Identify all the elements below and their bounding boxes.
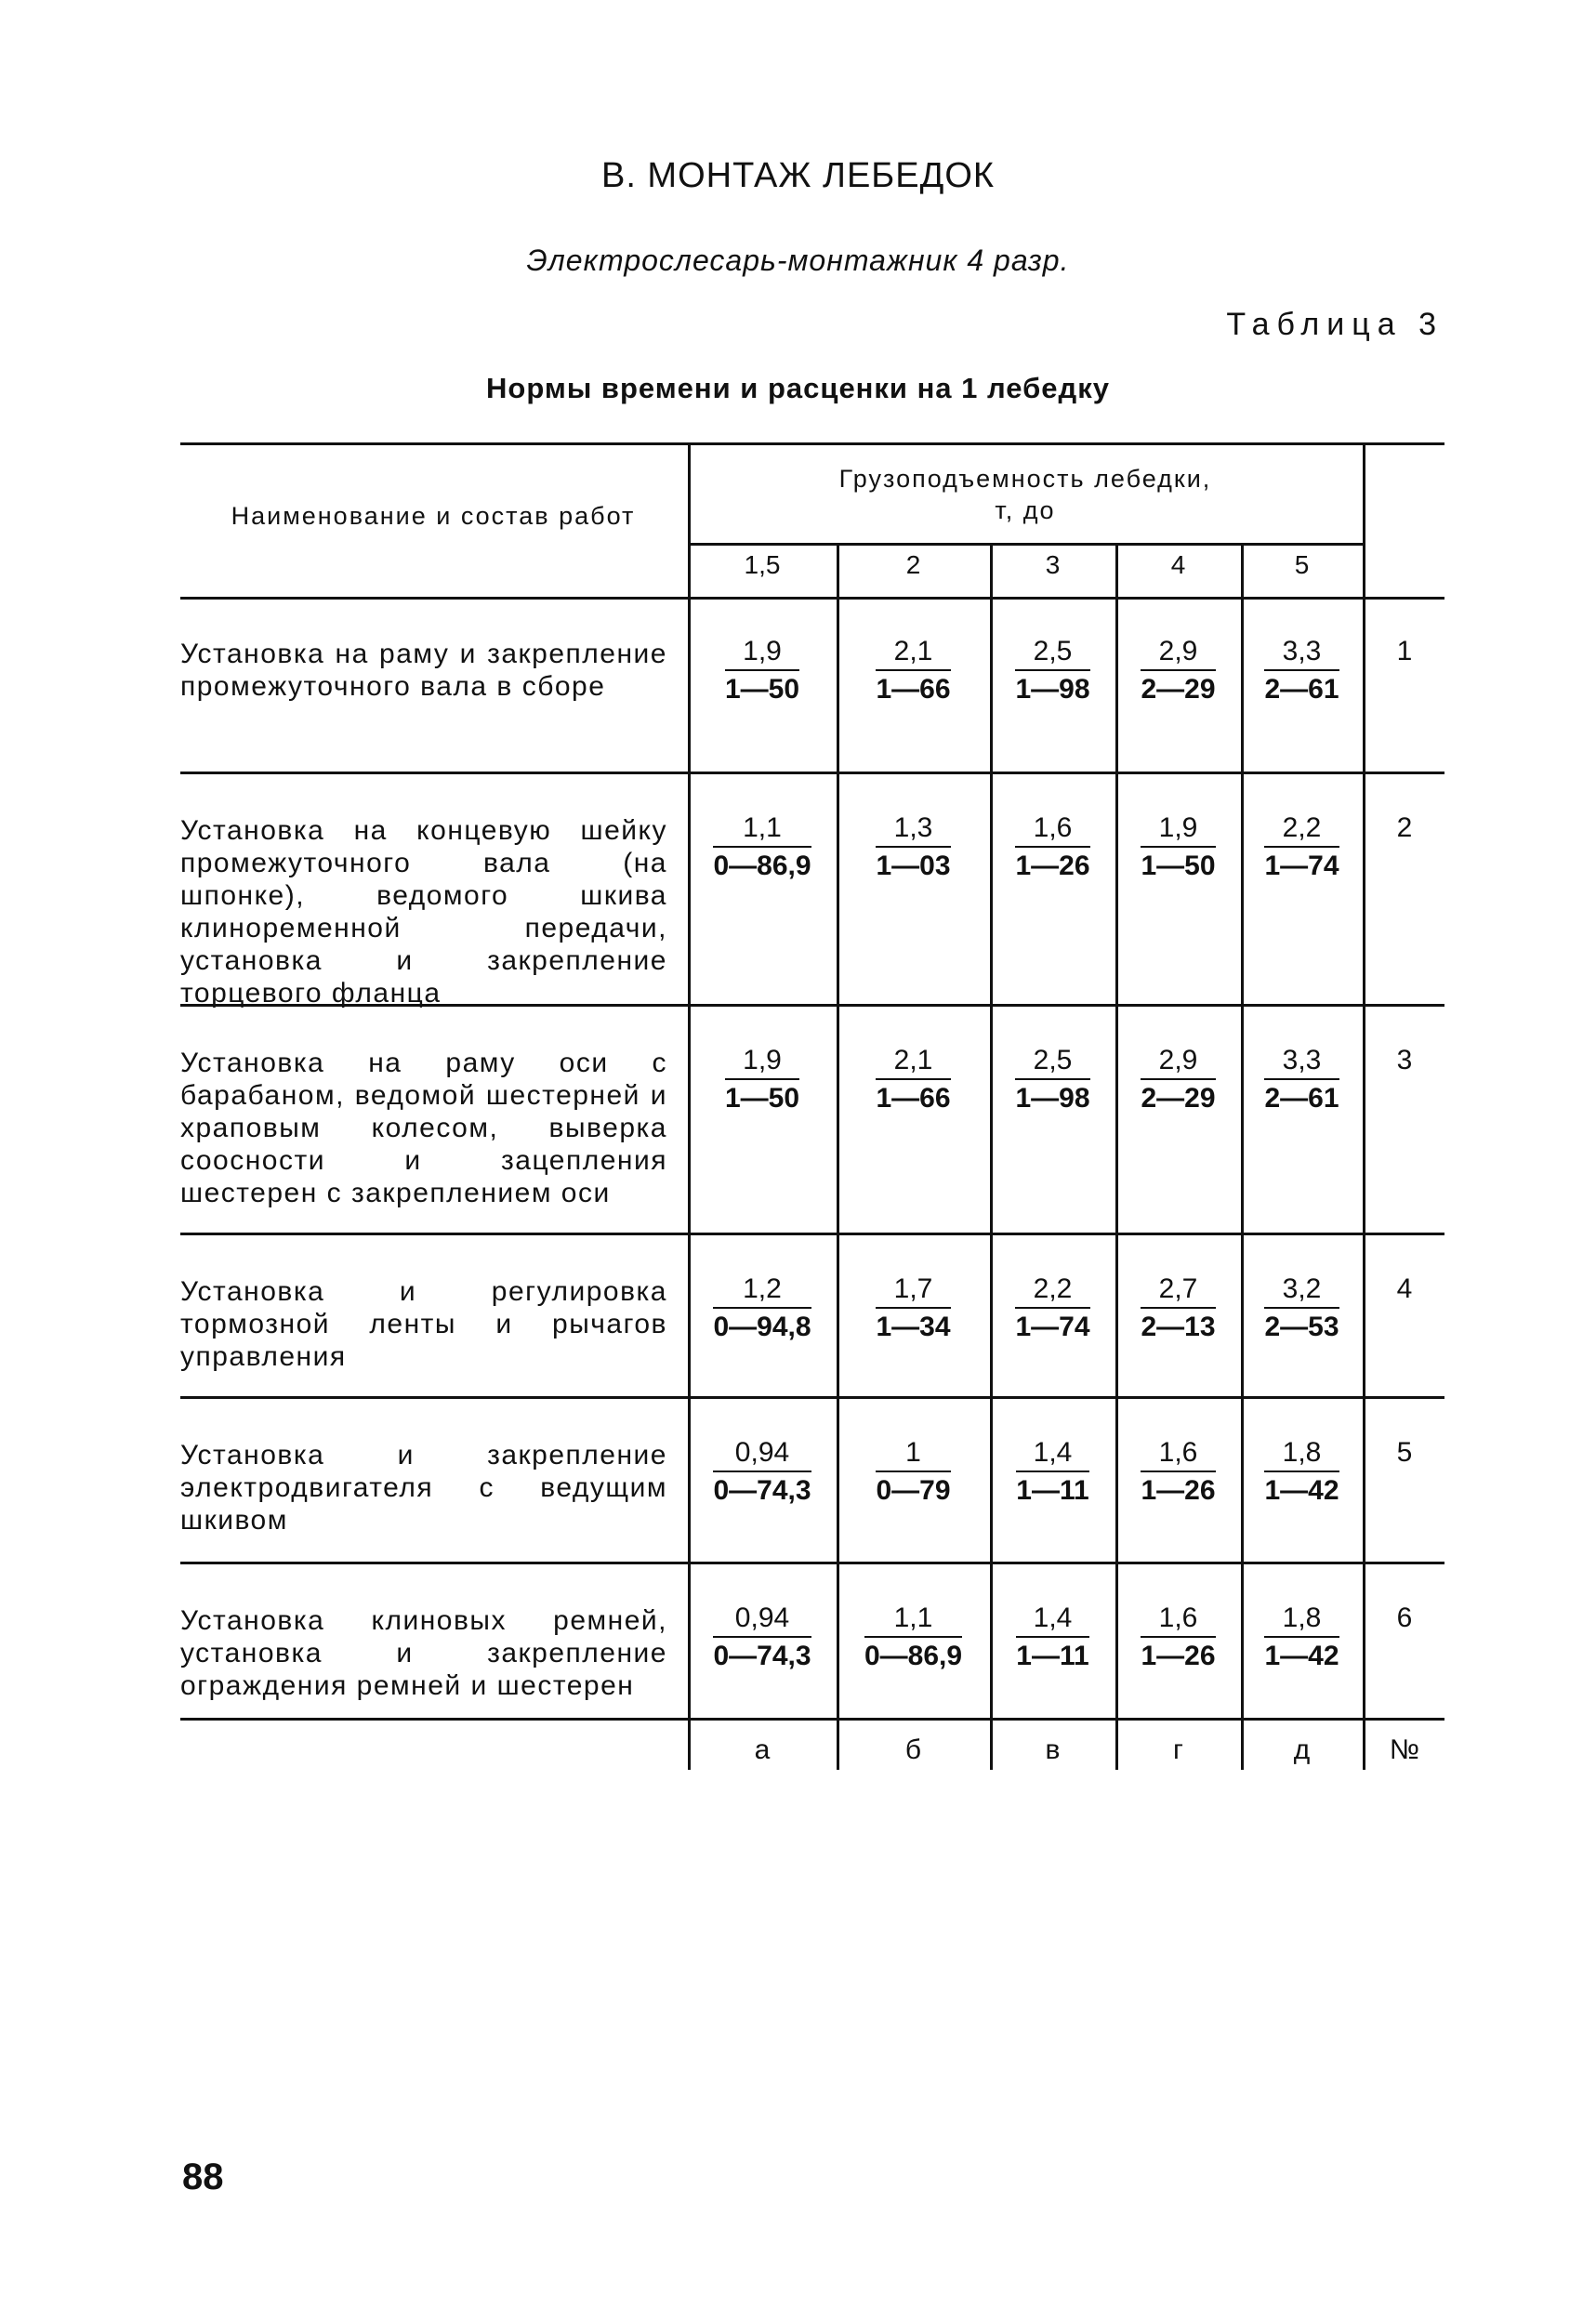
norm-rate-cell — [837, 1602, 990, 1672]
time-norm: 2,2 — [1264, 812, 1339, 848]
time-norm: 1,6 — [1141, 1602, 1215, 1638]
norm-rate-fraction — [1264, 1602, 1339, 1672]
norm-rate-fraction — [725, 1045, 799, 1114]
norm-rate-cell — [1115, 1045, 1241, 1114]
norm-rate-fraction — [876, 1045, 950, 1114]
rate-value: 0—79 — [876, 1475, 951, 1506]
table-caption: Нормы времени и расценки на 1 лебедку — [486, 372, 1110, 404]
time-norm: 3,3 — [1264, 636, 1339, 671]
row-number: 1 — [1396, 636, 1413, 666]
norm-rate-cell — [688, 636, 837, 706]
rate-value: 1—66 — [876, 1083, 951, 1114]
work-description: Установка и закрепление электродвигателя с ведущим шкивом — [180, 1440, 667, 1536]
worker-grade-subtitle: Электрослесарь-монтажник 4 разр. — [526, 244, 1070, 277]
rate-value: 2—61 — [1264, 1083, 1339, 1114]
table-vertical-rule — [990, 543, 993, 1770]
row-number: 5 — [1396, 1437, 1413, 1468]
norm-rate-fraction — [876, 812, 950, 882]
footer-column-letter: в — [1045, 1734, 1061, 1765]
norm-rate-fraction — [1016, 1602, 1088, 1672]
norm-rate-cell — [837, 812, 990, 882]
norm-rate-fraction — [1141, 812, 1215, 882]
time-norm: 1 — [876, 1437, 950, 1472]
table-vertical-rule — [1363, 442, 1365, 1770]
time-norm: 2,5 — [1015, 636, 1089, 671]
norm-rate-fraction — [1015, 636, 1089, 706]
time-norm: 1,7 — [876, 1273, 950, 1309]
norm-rate-fraction — [713, 812, 811, 882]
norm-rate-fraction — [713, 1602, 811, 1672]
norm-rate-fraction — [1141, 636, 1215, 706]
work-description: Установка клиновых ремней, установка и закрепление ограждения ремней и шестерен — [180, 1605, 667, 1701]
norm-rate-fraction — [1264, 1273, 1339, 1343]
footer-column-letter: а — [754, 1734, 771, 1765]
norm-rate-cell — [837, 1045, 990, 1114]
norm-rate-fraction — [713, 1273, 811, 1343]
norm-rate-fraction — [1015, 1273, 1089, 1343]
header-column-label: 2 — [905, 550, 921, 579]
table-horizontal-rule — [688, 543, 1363, 546]
time-norm: 0,94 — [713, 1437, 811, 1472]
table-horizontal-rule — [180, 442, 1444, 445]
footer-column-letter: д — [1293, 1734, 1311, 1765]
norm-rate-cell — [1115, 1602, 1241, 1672]
header-capacity-line1: Грузоподъемность лебедки, — [838, 465, 1212, 493]
norm-rate-fraction — [713, 1437, 811, 1507]
norm-rate-cell — [837, 636, 990, 706]
time-norm: 2,2 — [1015, 1273, 1089, 1309]
time-norm: 1,4 — [1016, 1602, 1088, 1638]
time-norm: 2,9 — [1141, 1045, 1215, 1080]
rate-value: 2—53 — [1264, 1312, 1339, 1342]
table-horizontal-rule — [180, 772, 1444, 774]
rate-value: 2—61 — [1264, 674, 1339, 705]
table-vertical-rule — [1241, 543, 1244, 1770]
work-description: Установка на концевую шейку промежуточного вала (на шпонке), ведомого шкива клиноременной передачи, установка и закрепление торцевого фланца — [180, 815, 667, 1009]
time-norm: 1,9 — [725, 1045, 799, 1080]
time-norm: 2,1 — [876, 1045, 950, 1080]
rate-value: 1—50 — [724, 1083, 800, 1114]
rate-value: 1—26 — [1141, 1641, 1216, 1671]
norm-rate-cell — [990, 1273, 1115, 1343]
rate-value: 0—86,9 — [713, 851, 811, 881]
rate-value: 2—29 — [1141, 674, 1216, 705]
table-horizontal-rule — [180, 1004, 1444, 1007]
norm-rate-fraction — [876, 636, 950, 706]
footer-column-letter: г — [1173, 1734, 1183, 1765]
norm-rate-cell — [1115, 636, 1241, 706]
header-column-label: 1,5 — [744, 550, 781, 579]
norm-rate-fraction — [1141, 1045, 1215, 1114]
time-norm: 1,4 — [1016, 1437, 1088, 1472]
header-work-name: Наименование и состав работ — [231, 502, 636, 530]
time-norm: 1,9 — [725, 636, 799, 671]
norm-rate-cell — [837, 1273, 990, 1343]
header-column-label: 4 — [1170, 550, 1186, 579]
norm-rate-fraction — [1015, 812, 1089, 882]
time-norm: 1,1 — [713, 812, 811, 848]
table-horizontal-rule — [180, 597, 1444, 600]
table-vertical-rule — [688, 442, 691, 1770]
norm-rate-cell — [688, 1045, 837, 1114]
rate-value: 0—74,3 — [713, 1641, 811, 1671]
rate-value: 1—66 — [876, 674, 951, 705]
time-norm: 3,2 — [1264, 1273, 1339, 1309]
rate-value: 1—50 — [724, 674, 800, 705]
norm-rate-cell — [990, 636, 1115, 706]
rate-value: 2—13 — [1141, 1312, 1216, 1342]
rate-value: 0—86,9 — [864, 1641, 963, 1671]
time-norm: 3,3 — [1264, 1045, 1339, 1080]
work-description: Установка и регулировка тормозной ленты и рычагов управления — [180, 1276, 667, 1372]
norm-rate-cell — [990, 1045, 1115, 1114]
norm-rate-cell — [688, 812, 837, 882]
norm-rate-fraction — [876, 1273, 950, 1343]
rate-value: 1—98 — [1015, 1083, 1090, 1114]
norm-rate-cell — [837, 1437, 990, 1507]
table-horizontal-rule — [180, 1396, 1444, 1399]
time-norm: 1,6 — [1141, 1437, 1215, 1472]
time-norm: 1,9 — [1141, 812, 1215, 848]
row-number: 4 — [1396, 1273, 1413, 1304]
time-norm: 0,94 — [713, 1602, 811, 1638]
norm-rate-cell — [688, 1273, 837, 1343]
norm-rate-cell — [1241, 812, 1363, 882]
rate-value: 1—50 — [1141, 851, 1216, 881]
norm-rate-cell — [990, 812, 1115, 882]
rate-value: 1—11 — [1016, 1475, 1089, 1506]
time-norm: 1,3 — [876, 812, 950, 848]
norm-rate-cell — [990, 1437, 1115, 1507]
norm-rate-fraction — [1264, 1045, 1339, 1114]
rate-value: 1—34 — [876, 1312, 951, 1342]
footer-number-label: № — [1389, 1734, 1420, 1765]
rate-value: 1—42 — [1264, 1475, 1339, 1506]
norm-rate-cell — [1241, 1437, 1363, 1507]
norm-rate-cell — [1115, 1437, 1241, 1507]
time-norm: 2,1 — [876, 636, 950, 671]
norm-rate-fraction — [1264, 1437, 1339, 1507]
norm-rate-cell — [990, 1602, 1115, 1672]
row-number: 3 — [1396, 1045, 1413, 1075]
norm-rate-cell — [1115, 812, 1241, 882]
rate-value: 1—74 — [1015, 1312, 1090, 1342]
norm-rate-fraction — [1264, 812, 1339, 882]
table-horizontal-rule — [180, 1718, 1444, 1721]
norm-rate-fraction — [1015, 1045, 1089, 1114]
time-norm: 2,5 — [1015, 1045, 1089, 1080]
norm-rate-cell — [1241, 636, 1363, 706]
rate-value: 1—98 — [1015, 674, 1090, 705]
row-number: 2 — [1396, 812, 1413, 843]
rate-value: 1—03 — [876, 851, 951, 881]
time-norm: 1,8 — [1264, 1602, 1339, 1638]
norm-rate-fraction — [1141, 1602, 1215, 1672]
norm-rate-cell — [688, 1602, 837, 1672]
norm-rate-fraction — [1264, 636, 1339, 706]
rate-value: 0—74,3 — [713, 1475, 811, 1506]
table-label: Таблица 3 — [1226, 307, 1444, 342]
norm-rate-cell — [1241, 1273, 1363, 1343]
section-title: В. МОНТАЖ ЛЕБЕДОК — [600, 156, 996, 195]
norm-rate-fraction — [876, 1437, 950, 1507]
work-description: Установка на раму и закрепление промежуточного вала в сборе — [180, 639, 667, 702]
table-vertical-rule — [1115, 543, 1118, 1770]
footer-column-letter: б — [904, 1734, 922, 1765]
rate-value: 2—29 — [1141, 1083, 1216, 1114]
norm-rate-fraction — [1141, 1437, 1215, 1507]
header-capacity-line2: т, до — [995, 496, 1056, 524]
rate-value: 0—94,8 — [713, 1312, 811, 1342]
time-norm: 2,9 — [1141, 636, 1215, 671]
rate-value: 1—26 — [1141, 1475, 1216, 1506]
time-norm: 1,8 — [1264, 1437, 1339, 1472]
rate-value: 1—42 — [1264, 1641, 1339, 1671]
header-capacity — [688, 463, 1363, 526]
norm-rate-fraction — [864, 1602, 962, 1672]
header-column-label: 3 — [1045, 550, 1061, 579]
time-norm: 1,6 — [1015, 812, 1089, 848]
time-norm: 1,2 — [713, 1273, 811, 1309]
norm-rate-cell — [1241, 1602, 1363, 1672]
norm-rate-cell — [688, 1437, 837, 1507]
norm-rate-fraction — [1141, 1273, 1215, 1343]
page-number: 88 — [182, 2156, 224, 2197]
rate-value: 1—26 — [1015, 851, 1090, 881]
table-vertical-rule — [837, 543, 839, 1770]
header-column-label: 5 — [1294, 550, 1310, 579]
time-norm: 1,1 — [864, 1602, 962, 1638]
norm-rate-cell — [1241, 1045, 1363, 1114]
time-norm: 2,7 — [1141, 1273, 1215, 1309]
norm-rate-fraction — [1016, 1437, 1088, 1507]
table-horizontal-rule — [180, 1233, 1444, 1235]
norm-rate-fraction — [725, 636, 799, 706]
rate-value: 1—74 — [1264, 851, 1339, 881]
table-horizontal-rule — [180, 1562, 1444, 1564]
row-number: 6 — [1396, 1602, 1413, 1633]
rate-value: 1—11 — [1016, 1641, 1089, 1671]
work-description: Установка на раму оси с барабаном, ведомой шестерней и храповым колесом, выверка соосности и зацепления шестерен с закреплением оси — [180, 1048, 667, 1208]
norm-rate-cell — [1115, 1273, 1241, 1343]
